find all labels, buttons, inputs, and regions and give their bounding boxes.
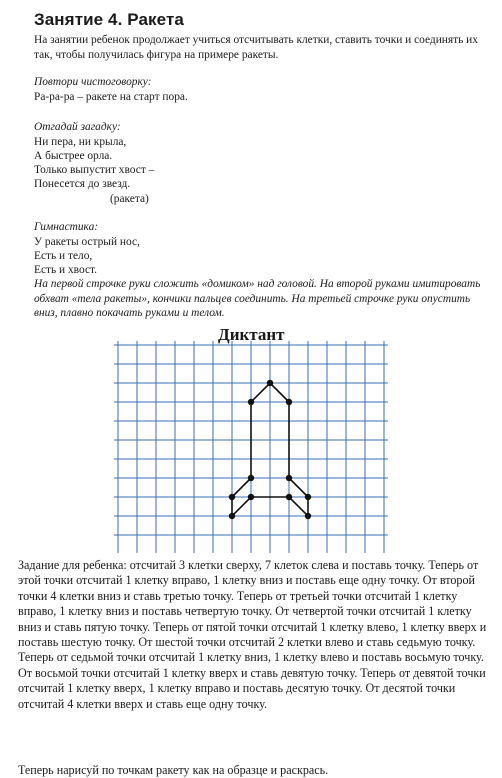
gymnastics-line-1: У ракеты острый нос, xyxy=(34,236,140,248)
lesson-intro: На занятии ребенок продолжает учиться отсчитывать клетки, ставить точки и соединять их так, чтобы получилась фигура на примере ракеты. xyxy=(34,34,478,61)
rocket-point xyxy=(286,475,292,481)
rocket-point xyxy=(286,494,292,500)
rocket-point xyxy=(305,494,311,500)
tongue-twister-text: Ра-ра-ра – ракете на старт пора. xyxy=(34,91,188,103)
dictation-grid xyxy=(114,341,392,553)
tongue-twister-heading: Повтори чистоговорку: xyxy=(34,76,152,88)
riddle-line-4: Понесется до звезд. xyxy=(34,178,131,190)
gymnastics-instructions: На первой строчке руки сложить «домиком» над головой. На второй руками имитировать обхват «тела ракеты», кончики пальцев соединить. На третьей строчке руки опустить вниз, плавно покачать руками и телом. xyxy=(34,278,481,320)
task-final: Теперь нарисуй по точкам ракету как на образце и раскрась. xyxy=(18,763,329,777)
rocket-point xyxy=(229,513,235,519)
riddle-line-1: Ни пера, ни крыла, xyxy=(34,136,127,148)
riddle-heading: Отгадай загадку: xyxy=(34,121,121,133)
rocket-point xyxy=(248,399,254,405)
riddle-line-2: А быстрее орла. xyxy=(34,150,113,162)
rocket-point xyxy=(305,513,311,519)
gymnastics-heading: Гимнастика: xyxy=(34,221,99,233)
rocket-point xyxy=(286,399,292,405)
rocket-point xyxy=(267,380,273,386)
rocket-point xyxy=(248,475,254,481)
riddle-answer: (ракета) xyxy=(110,193,149,205)
riddle-line-3: Только выпустит хвост – xyxy=(34,164,155,176)
rocket-point xyxy=(229,494,235,500)
lesson-title: Занятие 4. Ракета xyxy=(34,10,184,29)
task-text: Задание для ребенка: отсчитай 3 клетки сверху, 7 клеток слева и поставь точку. Теперь от этой точки отсчитай 1 клетку вправо, 1 клетку вниз и поставь еще одну точку. От второй точки 4 клетки вниз и ставь третью точку. Теперь от третьей точки отсчитай 1 клетку вправо, 1 клетку вниз и поставь четвертую точку. От четвертой точки отсчитай 1 клетку вниз и ставь пятую точку. Теперь от пятой точки отсчитай 1 клетку влево, 1 клетку вверх и поставь шестую точку. От шестой точки отсчитай 2 клетки влево и ставь седьмую точку. Теперь от седьмой точки отсчитай 1 клетку вниз, 1 клетку влево и поставь восьмую точку. От восьмой точки отсчитай 1 клетку вверх и ставь девятую точку. Теперь от девятой точки отсчитай 1 клетку вверх, 1 клетку вправо и поставь десятую точку. От десятой точки отсчитай 4 клетки вверх и ставь еще одну точку. xyxy=(18,558,487,711)
gymnastics-line-2: Есть и тело, xyxy=(34,250,93,262)
dictation-title: Диктант xyxy=(218,325,285,344)
rocket-point xyxy=(248,494,254,500)
gymnastics-line-3: Есть и хвост. xyxy=(34,264,97,276)
